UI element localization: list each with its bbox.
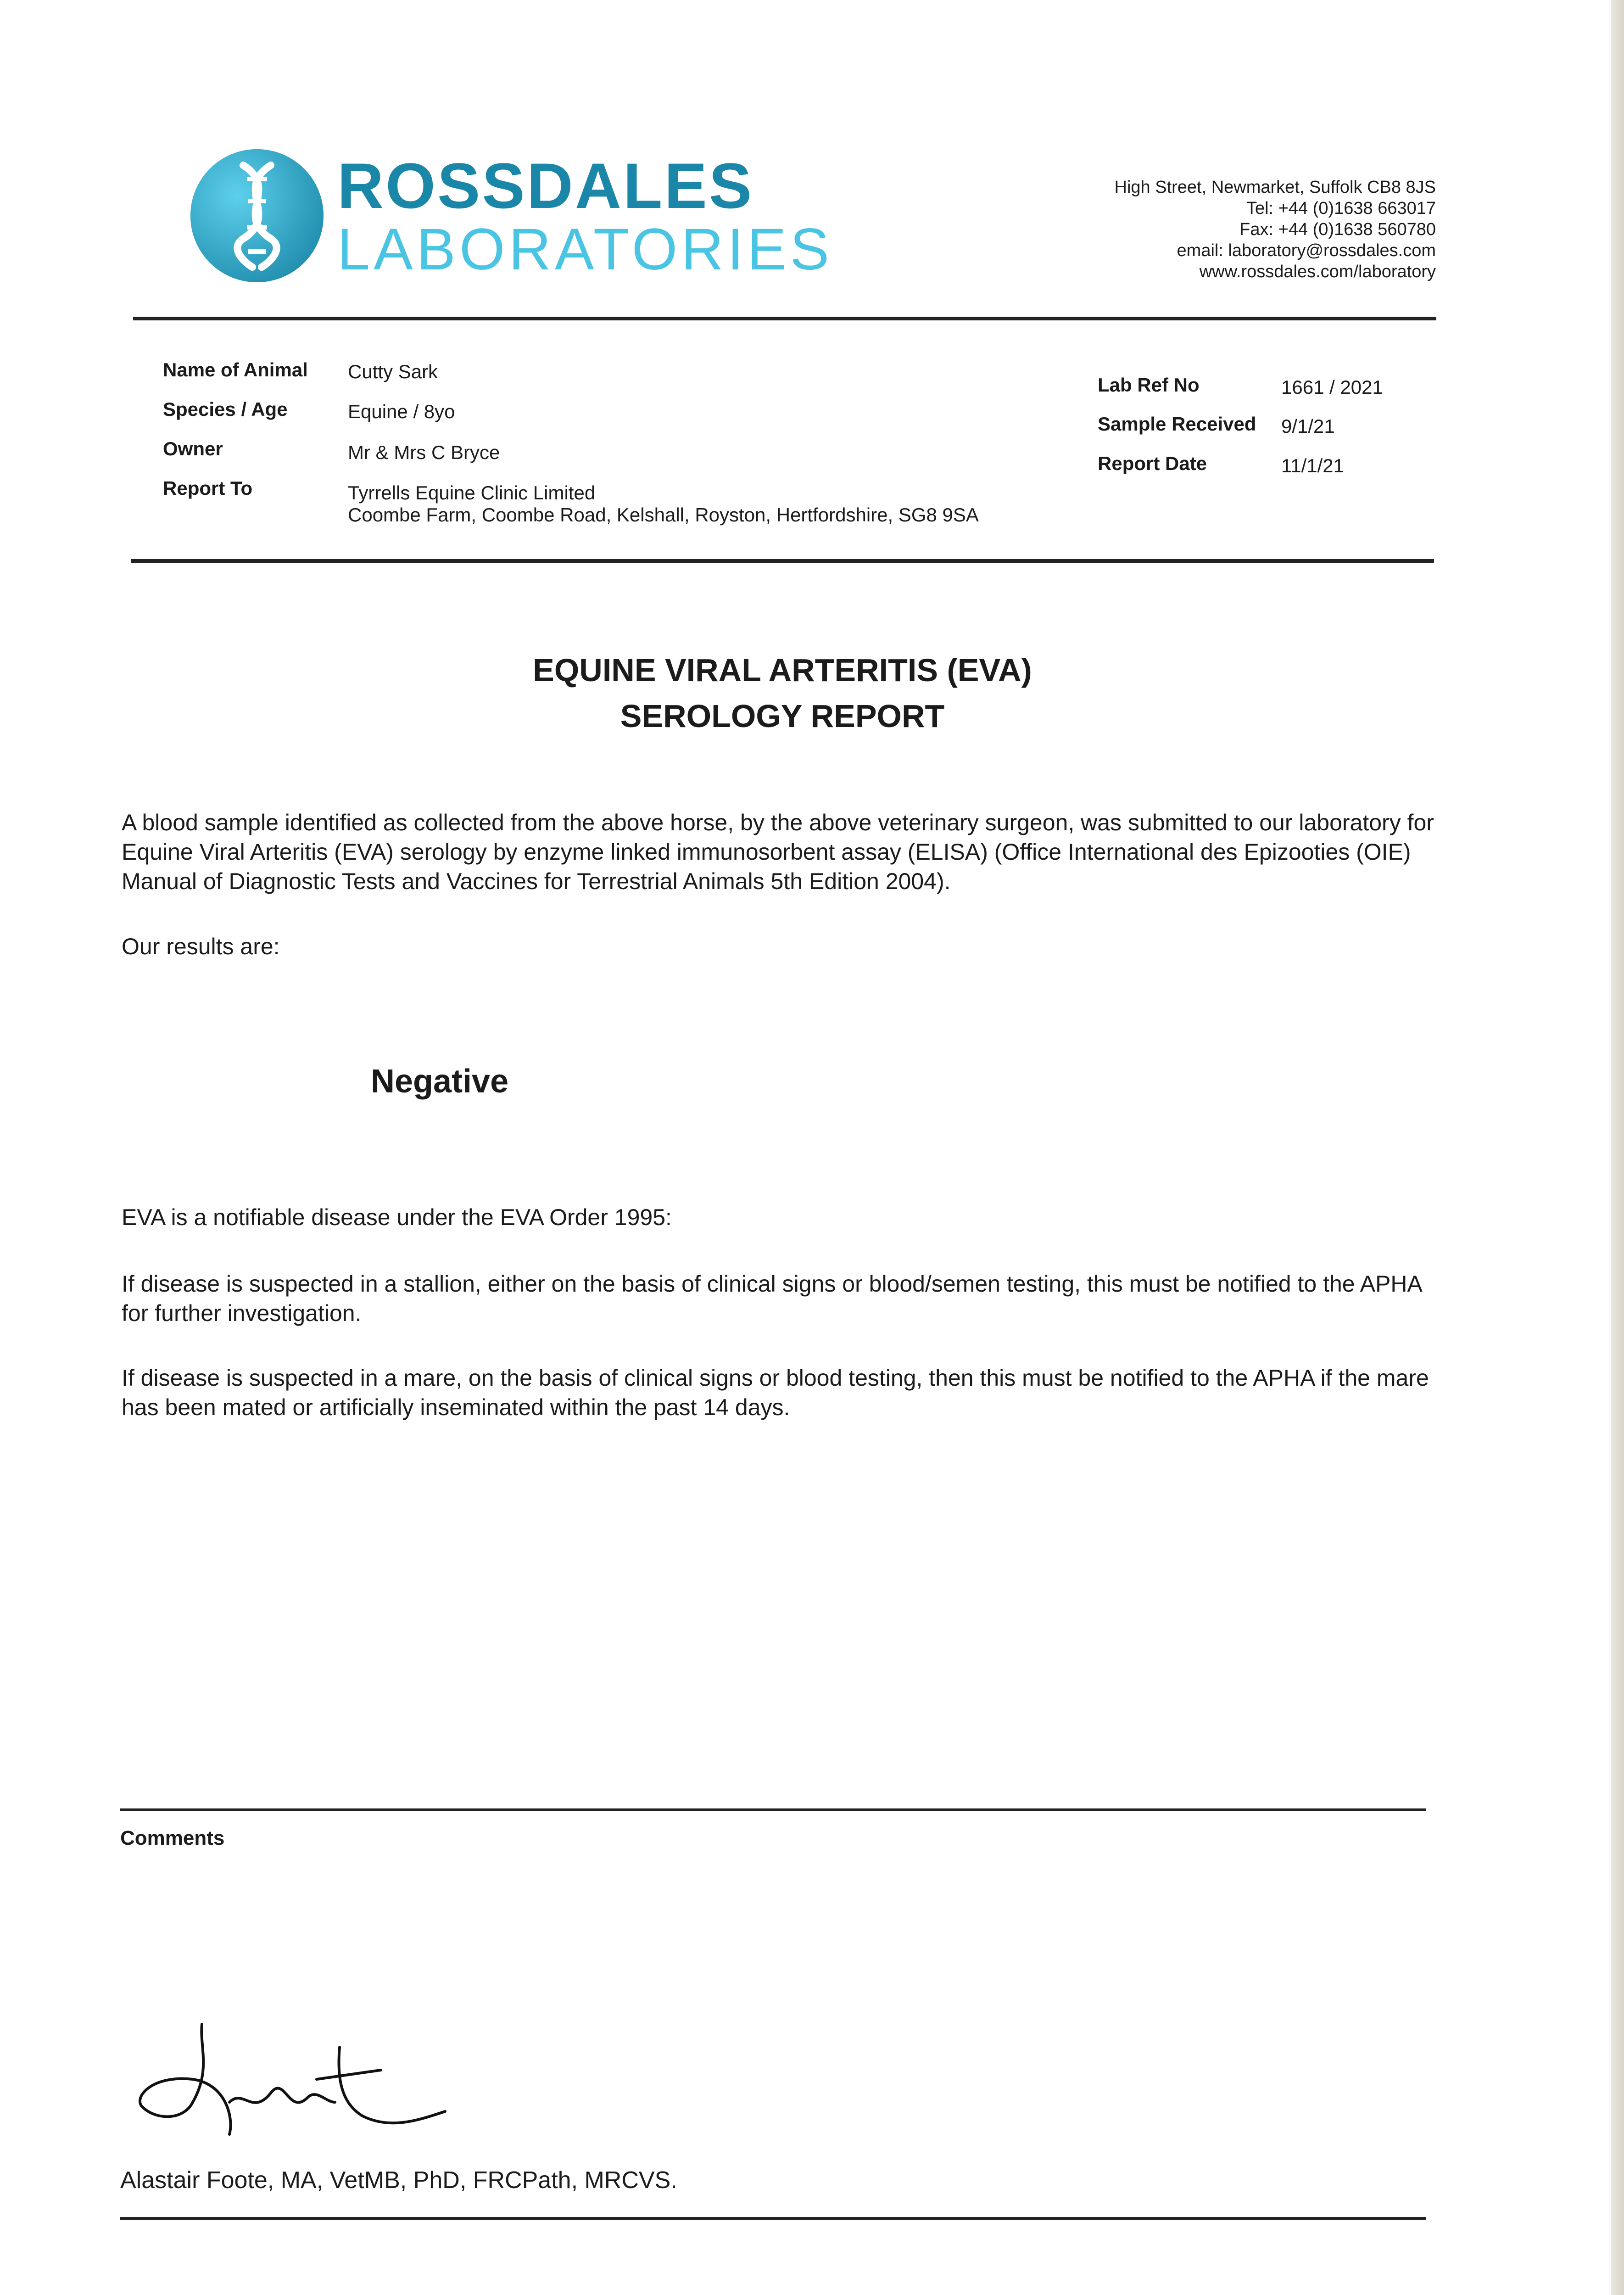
address-fax: Fax: +44 (0)1638 560780	[1239, 220, 1436, 239]
name-of-animal-label: Name of Animal	[163, 359, 308, 381]
name-of-animal-value: Cutty Sark	[348, 361, 438, 382]
notifiable-statement: EVA is a notifiable disease under the EVA Order 1995:	[122, 1204, 672, 1230]
address-tel: Tel: +44 (0)1638 663017	[1246, 199, 1436, 218]
dna-helix-icon	[188, 147, 326, 285]
species-age-value: Equine / 8yo	[348, 401, 455, 422]
owner-label: Owner	[163, 438, 223, 459]
comments-divider	[120, 1808, 1426, 1811]
lab-address	[1115, 177, 1436, 282]
test-result: Negative	[371, 1063, 509, 1100]
address-street: High Street, Newmarket, Suffolk CB8 8JS	[1114, 178, 1436, 197]
report-to-label: Report To	[163, 477, 253, 499]
report-date-value: 11/1/21	[1281, 455, 1345, 476]
report-to-line2: Coombe Farm, Coombe Road, Kelshall, Royston, Hertfordshire, SG8 9SA	[348, 504, 979, 526]
report-date-label: Report Date	[1098, 453, 1207, 474]
owner-value: Mr & Mrs C Bryce	[348, 442, 500, 463]
paper-edge	[1611, 0, 1624, 2295]
sample-received-label: Sample Received	[1098, 413, 1256, 435]
lab-ref-value: 1661 / 2021	[1281, 376, 1383, 398]
details-divider	[131, 559, 1434, 563]
brand-name-line1: ROSSDALES	[337, 150, 754, 222]
comments-label: Comments	[120, 1827, 225, 1849]
address-web: www.rossdales.com/laboratory	[1199, 262, 1436, 281]
sample-received-value: 9/1/21	[1281, 415, 1335, 437]
address-email: email: laboratory@rossdales.com	[1177, 241, 1436, 260]
report-to-line1: Tyrrells Equine Clinic Limited	[348, 482, 596, 504]
lab-ref-label: Lab Ref No	[1098, 374, 1200, 396]
header-divider	[133, 317, 1436, 320]
mare-guidance: If disease is suspected in a mare, on the basis of clinical signs or blood testing, then this must be notified to the APHA if the mare has been mated or artificially inseminated within the past 14 days.	[122, 1365, 1429, 1420]
results-lead: Our results are:	[122, 934, 280, 959]
report-title-line2: SEROLOGY REPORT	[620, 698, 945, 734]
species-age-label: Species / Age	[163, 398, 288, 420]
intro-paragraph: A blood sample identified as collected from the above horse, by the above veterinary surgeon, was submitted to our laboratory for Equine Viral Arteritis (EVA) serology by enzyme linked immunosorbent assay (ELISA) (Office International des Epizooties (OIE) Manual of Diagnostic Tests and Vaccines for Terrestrial Animals 5th Edition 2004).	[122, 810, 1434, 894]
report-title-line1: EQUINE VIRAL ARTERITIS (EVA)	[533, 652, 1032, 688]
signature	[124, 2010, 473, 2148]
footer-divider	[120, 2217, 1426, 2220]
brand-name-line2: LABORATORIES	[337, 217, 833, 282]
stallion-guidance: If disease is suspected in a stallion, either on the basis of clinical signs or blood/semen testing, this must be notified to the APHA for further investigation.	[122, 1271, 1422, 1326]
signatory-name: Alastair Foote, MA, VetMB, PhD, FRCPath, MRCVS.	[120, 2167, 677, 2194]
